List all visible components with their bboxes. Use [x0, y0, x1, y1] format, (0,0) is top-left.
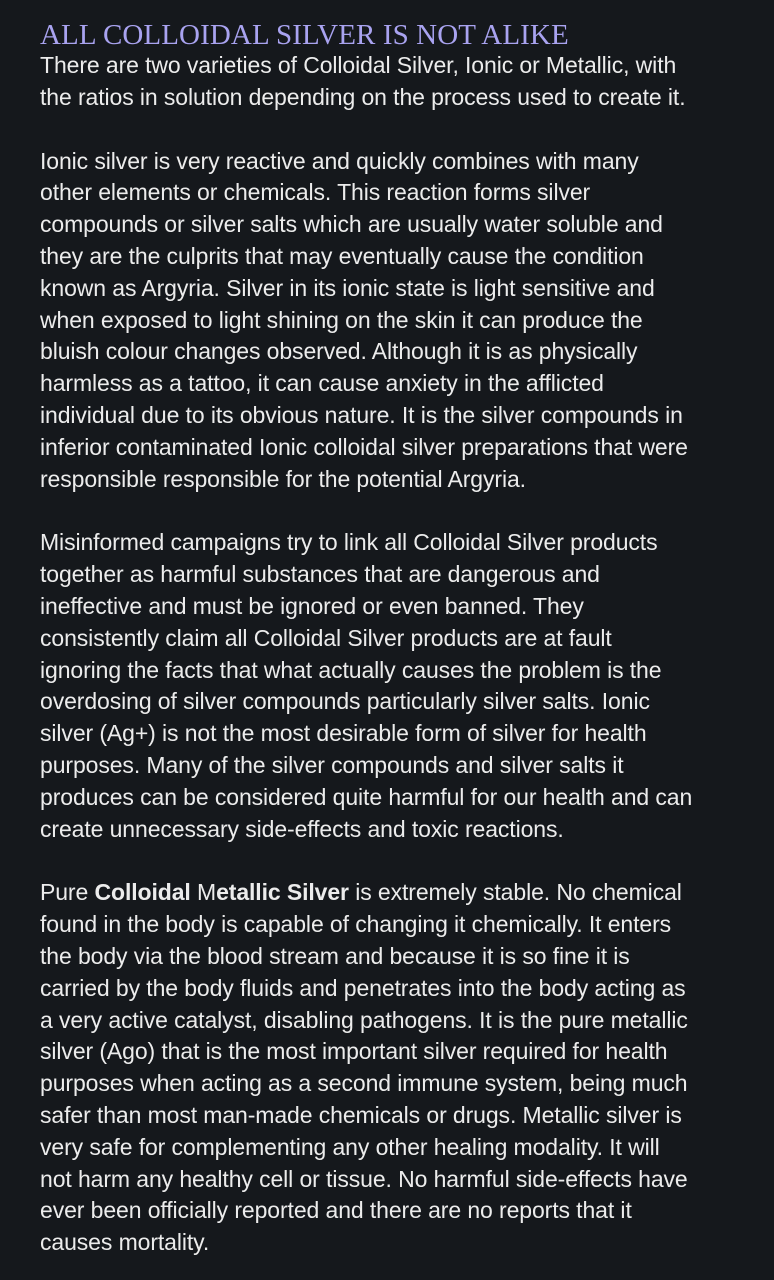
bold-term-colloidal: Colloidal	[94, 879, 191, 906]
text-line: a very active catalyst, disabling pathogens. It is the pure metallic	[40, 1006, 688, 1033]
text-line: create unnecessary side-effects and toxic reactions.	[40, 815, 564, 842]
text-line: together as harmful substances that are dangerous and	[40, 561, 600, 588]
text-line: when exposed to light shining on the skin it can produce the	[40, 306, 643, 333]
text-line: carried by the body fluids and penetrates into the body acting as	[40, 974, 686, 1001]
text-line: safer than most man-made chemicals or drugs. Metallic silver is	[40, 1101, 682, 1128]
text-line: compounds or silver salts which are usually water soluble and	[40, 211, 663, 238]
text-line: they are the culprits that may eventually cause the condition	[40, 242, 644, 269]
text-line: responsible responsible for the potential Argyria.	[40, 465, 526, 492]
text-line: inferior contaminated Ionic colloidal silver preparations that were	[40, 433, 688, 460]
text-line: produces can be considered quite harmful for our health and can	[40, 783, 693, 810]
text-line: purposes. Many of the silver compounds and silver salts it	[40, 751, 624, 778]
text-line: Misinformed campaigns try to link all Colloidal Silver products	[40, 529, 658, 556]
text-line: the body via the blood stream and because it is so fine it is	[40, 942, 630, 969]
paragraph-varieties	[40, 50, 738, 114]
text-line: There are two varieties of Colloidal Silver, Ionic or Metallic, with	[40, 52, 677, 78]
article-title: ALL COLLOIDAL SILVER IS NOT ALIKE	[40, 19, 569, 51]
paragraph-metallic-silver	[40, 877, 738, 1259]
text-line: purposes when acting as a second immune system, being much	[40, 1070, 688, 1097]
text-run: Pure	[40, 879, 95, 906]
paragraph-ionic-silver	[40, 146, 738, 496]
text-line: consistently claim all Colloidal Silver products are at fault	[40, 624, 612, 651]
bold-term-metallic-silver: etallic Silver	[216, 879, 349, 906]
text-line: the ratios in solution depending on the process used to create it.	[40, 83, 686, 110]
text-line: not harm any healthy cell or tissue. No harmful side-effects have	[40, 1165, 688, 1192]
text-line: causes mortality.	[40, 1229, 210, 1256]
text-run: M	[190, 879, 217, 906]
text-line: Ionic silver is very reactive and quickly combines with many	[40, 147, 639, 174]
text-line: found in the body is capable of changing it chemically. It enters	[40, 911, 672, 938]
text-line: ever been officially reported and there are no reports that it	[40, 1197, 632, 1224]
text-line: bluish colour changes observed. Although it is as physically	[40, 338, 638, 365]
text-line: overdosing of silver compounds particularly silver salts. Ionic	[40, 688, 650, 715]
text-run: is extremely stable. No chemical	[348, 879, 682, 906]
text-line: ignoring the facts that what actually causes the problem is the	[40, 656, 662, 683]
text-line: known as Argyria. Silver in its ionic state is light sensitive and	[40, 274, 655, 301]
paragraph-misinformed-campaigns	[40, 527, 738, 845]
text-line: harmless as a tattoo, it can cause anxiety in the afflicted	[40, 370, 604, 397]
text-line: ineffective and must be ignored or even banned. They	[40, 592, 584, 619]
text-line: silver (Ag+) is not the most desirable form of silver for health	[40, 720, 647, 747]
text-line: very safe for complementing any other healing modality. It will	[40, 1133, 660, 1160]
text-line: other elements or chemicals. This reaction forms silver	[40, 179, 591, 206]
text-line	[40, 877, 738, 909]
text-line: individual due to its obvious nature. It is the silver compounds in	[40, 401, 683, 428]
text-line: silver (Ago) that is the most important silver required for health	[40, 1038, 668, 1065]
